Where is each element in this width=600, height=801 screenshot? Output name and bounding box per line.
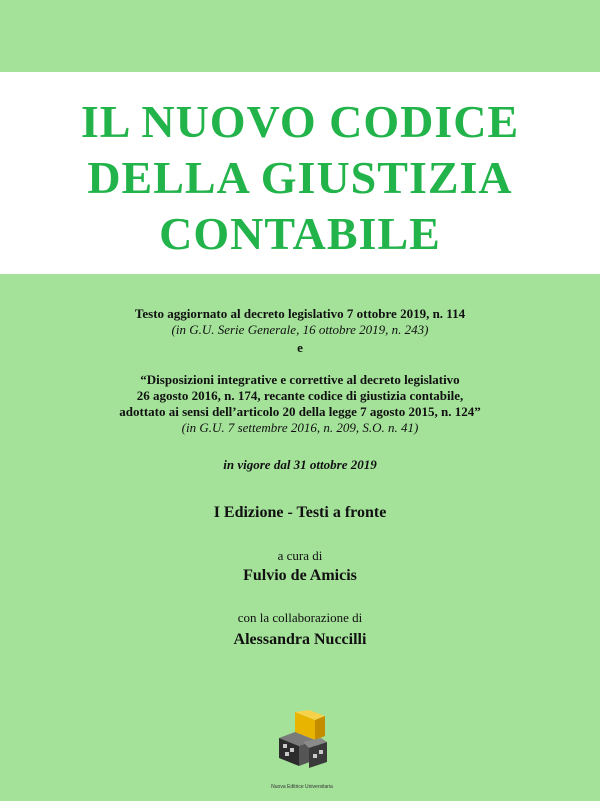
gazette-ref-2: (in G.U. 7 settembre 2016, n. 209, S.O. n. 41) (181, 420, 419, 435)
publisher-logo-icon (273, 710, 331, 782)
curated-by-label: a cura di (277, 548, 323, 563)
title-line-3: CONTABILE (159, 208, 441, 259)
gazette-ref-1: (in G.U. Serie Generale, 16 ottobre 2019, n. 243) (171, 322, 429, 337)
collaboration-label: con la collaborazione di (237, 610, 363, 625)
publisher-name: Nuova Editrice Universitaria (271, 784, 333, 790)
collaborator-name: Alessandra Nuccilli (233, 631, 367, 648)
decree-title-line-3: adottato ai sensi dell’articolo 20 della legge 7 agosto 2015, n. 124” (119, 404, 481, 419)
effective-date: in vigore dal 31 ottobre 2019 (223, 457, 377, 472)
title-line-1: IL NUOVO CODICE (80, 96, 520, 147)
conjunction: e (297, 340, 303, 355)
subtitle-line: Testo aggiornato al decreto legislativo 7 ottobre 2019, n. 114 (134, 306, 466, 321)
decree-title-line-1: “Disposizioni integrative e correttive al decreto legislativo (140, 372, 460, 387)
decree-title-line-2: 26 agosto 2016, n. 174, recante codice di giustizia contabile, (136, 388, 464, 403)
author-name: Fulvio de Amicis (243, 567, 357, 584)
edition-label: I Edizione - Testi a fronte (213, 504, 387, 521)
title-line-2: DELLA GIUSTIZIA (87, 152, 513, 203)
